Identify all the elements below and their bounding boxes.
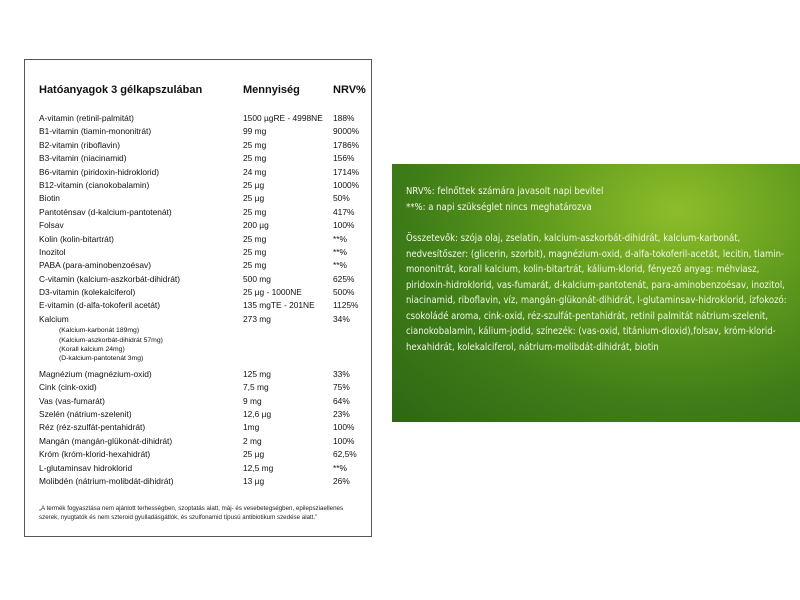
nutrient-name: Króm (króm-klorid-hexahidrát) — [39, 449, 151, 460]
table-row — [39, 273, 361, 286]
calcium-source: (Kalcium-aszkorbát-dihidrát 57mg) — [59, 336, 163, 344]
nutrient-amount: 125 mg — [243, 368, 271, 379]
table-row — [39, 395, 361, 408]
nutrient-amount: 25 mg — [243, 153, 267, 164]
calcium-sources — [39, 326, 361, 364]
nutrient-name: A-vitamin (retinil-palmitát) — [39, 113, 134, 123]
nutrient-amount: 1500 µgRE - 4998NE — [243, 113, 323, 123]
nutrient-nrv: 9000% — [333, 126, 360, 137]
nrv-definition: NRV%: felnőttek számára javasolt napi bevitel — [406, 186, 604, 197]
nutrient-nrv: **% — [333, 260, 347, 271]
star-definition: **%: a napi szükséglet nincs meghatározva — [406, 201, 592, 213]
nutrient-nrv: 50% — [333, 193, 350, 204]
table-row — [39, 313, 361, 326]
nutrient-amount: 135 mgTE - 201NE — [243, 300, 315, 311]
nutrient-amount: 1mg — [243, 422, 260, 433]
nutrient-amount: 25 mg — [243, 206, 267, 217]
legend — [406, 184, 793, 215]
nutrient-nrv: 1714% — [333, 166, 360, 177]
nutrient-nrv: 64% — [333, 395, 350, 406]
table-row — [39, 259, 361, 272]
header-nrv: NRV% — [333, 84, 366, 96]
nutrition-label — [24, 59, 372, 537]
nutrient-name: Pantoténsav (d-kalcium-pantotenát) — [39, 206, 172, 217]
nutrient-nrv: 23% — [333, 409, 350, 420]
table-row — [39, 435, 361, 448]
table-row — [39, 192, 361, 205]
nutrient-nrv: 188% — [333, 113, 355, 123]
table-row — [39, 246, 361, 259]
nutrient-amount: 2 mg — [243, 435, 262, 446]
table-row — [39, 475, 361, 488]
nutrient-name: D3-vitamin (kolekalciferol) — [39, 287, 136, 298]
nutrient-name: Cink (cink-oxid) — [39, 382, 97, 393]
nutrient-nrv: 100% — [333, 435, 355, 446]
table-row — [39, 368, 361, 381]
nutrient-name: Mangán (mangán-glükonát-dihidrát) — [39, 435, 173, 446]
nutrient-amount: 24 mg — [243, 166, 267, 177]
table-row — [39, 286, 361, 299]
nutrient-nrv: 26% — [333, 476, 350, 486]
nutrient-amount: 12,5 mg — [243, 462, 274, 473]
nutrient-nrv: 1786% — [333, 139, 360, 150]
nutrient-nrv: 34% — [333, 313, 350, 324]
nutrient-amount: 25 µg — [243, 179, 265, 190]
table-header — [39, 84, 366, 100]
nutrient-amount: 7,5 mg — [243, 382, 269, 393]
table-row — [39, 421, 361, 434]
nutrient-nrv: **% — [333, 246, 347, 257]
nutrient-amount: 25 µg - 1000NE — [243, 287, 302, 298]
warning-note: „A termék fogyasztása nem ajánlott terhességben, szoptatás alatt, máj- és vesebetegségben, epilepsziaellenes szerek, nyugtatók és nem szteroid gyulladásgátlók, és szulfonamid típusú antibiotikum szedése alatt.” — [39, 505, 344, 521]
nutrient-amount: 25 mg — [243, 260, 267, 271]
nutrient-nrv: 625% — [333, 273, 355, 284]
nutrient-amount: 25 mg — [243, 246, 267, 257]
calcium-source: (Kalcium-karbonát 189mg) — [59, 327, 140, 335]
nutrient-amount: 9 mg — [243, 395, 262, 406]
nutrient-nrv: 62,5% — [333, 449, 357, 460]
nutrient-nrv: 100% — [333, 220, 355, 231]
nutrient-name: Biotin — [39, 193, 60, 204]
table-row — [39, 139, 361, 152]
nutrient-nrv: 100% — [333, 422, 355, 433]
nutrient-nrv: 500% — [333, 287, 355, 298]
table-row — [39, 152, 361, 165]
nutrient-name: B3-vitamin (niacinamid) — [39, 153, 127, 164]
nutrient-nrv: **% — [333, 462, 347, 473]
table-row — [39, 179, 361, 192]
nutrient-amount: 25 µg — [243, 449, 265, 460]
table-row — [39, 299, 361, 312]
table-row — [39, 166, 361, 179]
nutrient-name: Vas (vas-fumarát) — [39, 395, 105, 406]
ingredients-text: Összetevők: szója olaj, zselatin, kalcium-aszkorbát-dihidrát, kalcium-karbonát, nedvesítőszer: (glicerin, szorbit), magnézium-oxid, d-alfa-tokoferil-acetát, lecitin, tiamin-mononitrát, korall kalcium, kolin-bitartrát, kálium-klorid, fényező anyag: méhviasz, piridoxin-hidroklorid, vas-fumarát, d-kalcium-pantotenát, para-aminobenzoésav, inozitol, niacinamid, riboflavin, víz, mangán-glükonát-dihidrát, l-glutaminsav-hidroklorid, ízfokozó: csokoládé aroma, cink-oxid, réz-szulfát-pentahidrát, retinil palmitát nátrium-szelenit, cianokobalamin, kálium-jodid, színezék: (vas-oxid, titánium-dioxid),folsav, króm-klorid-hexahidrát, kolekalciferol, nátrium-molibdát-dihidrát, biotin — [406, 233, 787, 353]
table-row — [39, 233, 361, 246]
nutrient-name: E-vitamin (d-alfa-tokoferil acetát) — [39, 300, 161, 311]
calcium-source: (Korall kalcium 24mg) — [59, 346, 125, 354]
nutrient-name: Kolin (kolin-bitartrát) — [39, 233, 114, 244]
nutrient-name: Szelén (nátrium-szelenit) — [39, 409, 132, 420]
table-row — [39, 219, 361, 232]
nutrient-name: Magnézium (magnézium-oxid) — [39, 368, 152, 379]
nutrient-nrv: 417% — [333, 206, 355, 217]
table-row — [39, 381, 361, 394]
nutrient-name: B6-vitamin (piridoxin-hidroklorid) — [39, 166, 160, 177]
nutrient-amount: 273 mg — [243, 313, 271, 324]
nutrient-name: Réz (réz-szulfát-pentahidrát) — [39, 422, 146, 433]
table-row — [39, 112, 361, 125]
nutrient-amount: 500 mg — [243, 273, 271, 284]
nutrient-name: Kalcium — [39, 313, 69, 324]
nutrient-name: B12-vitamin (cianokobalamin) — [39, 179, 150, 190]
nutrient-name: Inozitol — [39, 246, 66, 257]
nutrient-nrv: 75% — [333, 382, 350, 393]
nutrient-amount: 12,6 µg — [243, 409, 272, 420]
nutrient-name: PABA (para-aminobenzoésav) — [39, 260, 152, 271]
header-amount: Mennyiség — [243, 84, 300, 96]
nutrient-name: Folsav — [39, 220, 64, 231]
nutrient-amount: 25 µg — [243, 193, 265, 204]
calcium-source: (D-kalcium-pantotenát 3mg) — [59, 355, 144, 363]
info-panel — [392, 164, 800, 422]
table-row — [39, 206, 361, 219]
nutrient-amount: 99 mg — [243, 126, 267, 137]
nutrient-amount: 200 µg — [243, 220, 269, 231]
nutrient-name: B1-vitamin (tiamin-mononitrát) — [39, 126, 152, 137]
nutrient-nrv: 33% — [333, 368, 350, 379]
nutrient-nrv: 1125% — [333, 300, 359, 311]
nutrient-name: L-glutaminsav hidroklorid — [39, 462, 133, 473]
table-row — [39, 448, 361, 461]
header-ingredients: Hatóanyagok 3 gélkapszulában — [39, 84, 203, 96]
table-row — [39, 125, 361, 138]
table-row — [39, 408, 361, 421]
nutrient-amount: 13 µg — [243, 476, 265, 486]
nutrient-amount: 25 mg — [243, 139, 267, 150]
table-row — [39, 462, 361, 475]
nutrient-table — [39, 112, 361, 488]
nutrient-nrv: 1000% — [333, 179, 360, 190]
nutrient-name: C-vitamin (kalcium-aszkorbát-dihidrát) — [39, 273, 181, 284]
nutrient-amount: 25 mg — [243, 233, 267, 244]
nutrient-name: Molibdén (nátrium-molibdát-dihidrát) — [39, 476, 174, 486]
nutrient-nrv: **% — [333, 233, 347, 244]
nutrient-name: B2-vitamin (riboflavin) — [39, 139, 120, 150]
nutrient-nrv: 156% — [333, 153, 355, 164]
